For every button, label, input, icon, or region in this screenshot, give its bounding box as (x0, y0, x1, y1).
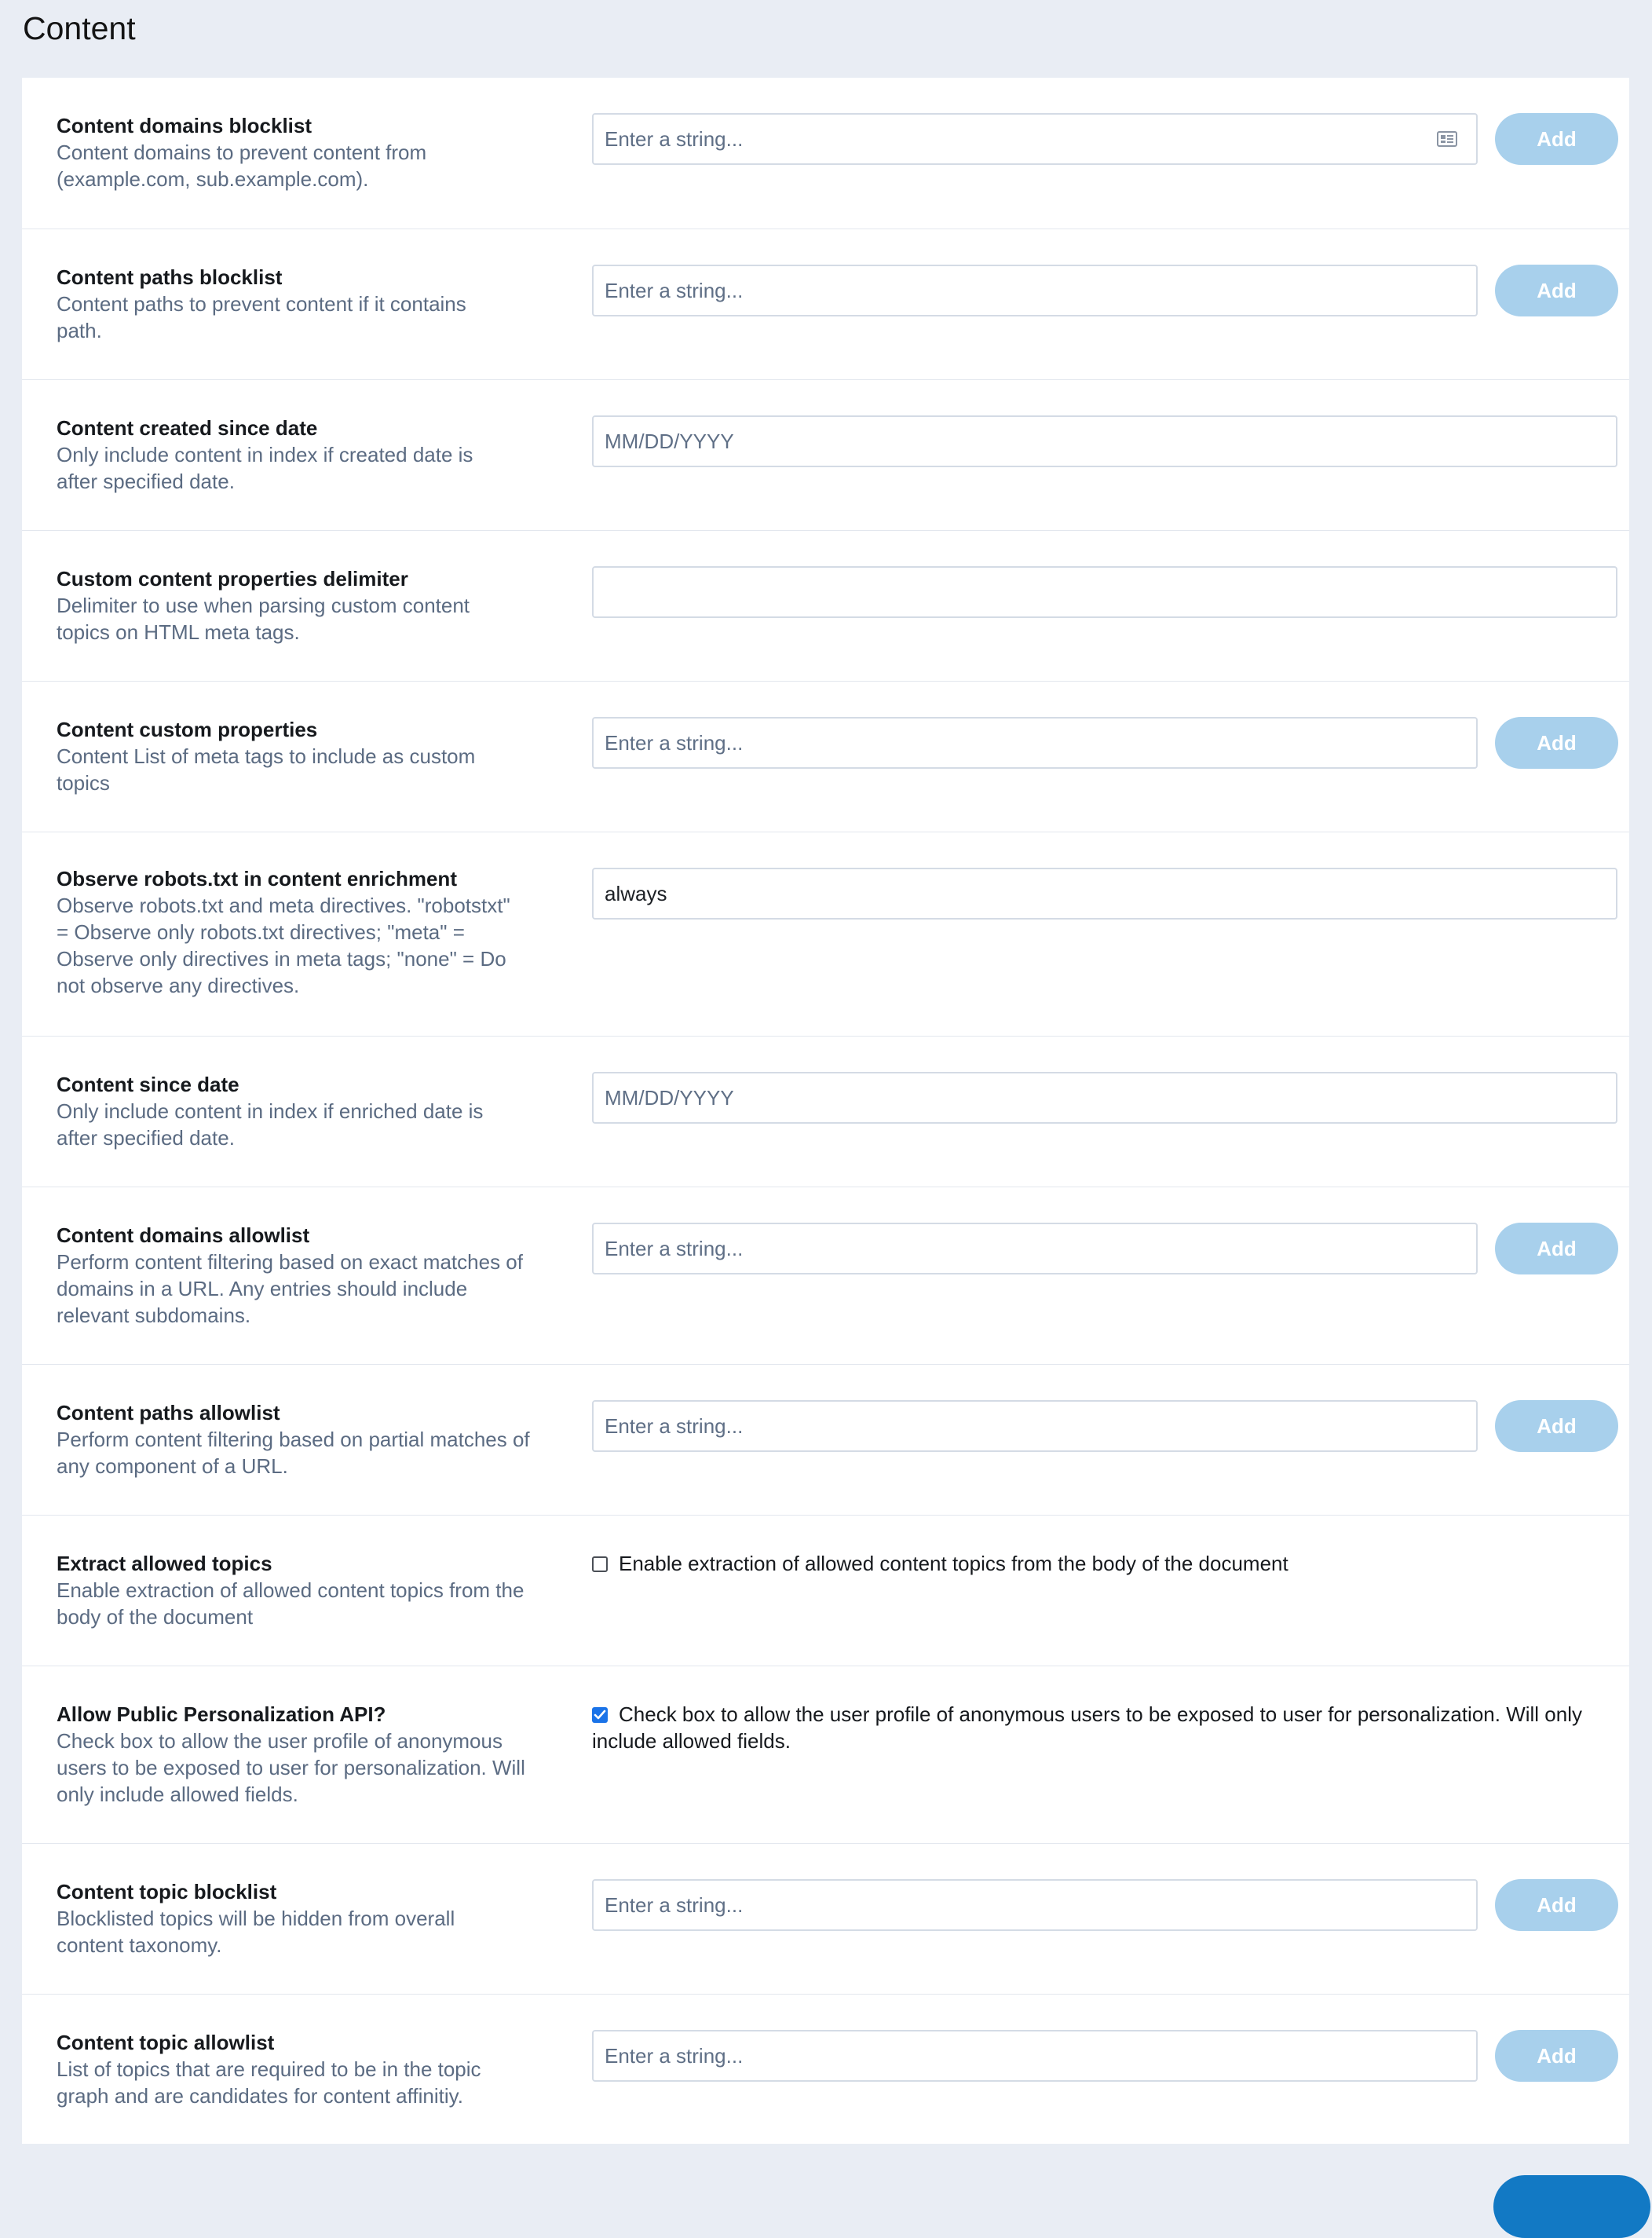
setting-title: Content created since date (57, 416, 318, 440)
content-created-since-date-input[interactable] (592, 415, 1617, 467)
setting-content-paths-blocklist (22, 229, 1629, 380)
add-button[interactable]: Add (1495, 2030, 1618, 2082)
setting-title: Content custom properties (57, 718, 318, 741)
page-title: Content (23, 10, 136, 46)
setting-title: Content domains allowlist (57, 1223, 310, 1247)
setting-content-domains-allowlist (22, 1187, 1629, 1365)
setting-description: Only include content in index if enriched date is after specified date. (57, 1099, 484, 1150)
setting-description: Observe robots.txt and meta directives. "robotstxt" = Observe only robots.txt directives; "meta" = Observe only directives in meta tags; "none" = Do not observe any directives. (57, 894, 510, 997)
setting-allow-public-personalization-api (22, 1666, 1629, 1844)
extract-allowed-topics-option[interactable] (592, 1550, 1597, 1577)
setting-title: Content domains blocklist (57, 114, 312, 137)
contact-card-icon[interactable] (1437, 131, 1457, 147)
setting-title: Content paths allowlist (57, 1401, 280, 1424)
setting-observe-robots-txt (22, 832, 1629, 1037)
setting-title: Custom content properties delimiter (57, 567, 408, 591)
checkbox-label: Check box to allow the user profile of anonymous users to be exposed to user for personalization. Will only include allowed fields. (592, 1702, 1582, 1753)
add-button[interactable]: Add (1495, 717, 1618, 769)
add-button[interactable]: Add (1495, 1400, 1618, 1452)
setting-description: Only include content in index if created date is after specified date. (57, 443, 473, 493)
add-button[interactable]: Add (1495, 1879, 1618, 1931)
content-topic-blocklist-input[interactable] (592, 1879, 1478, 1931)
setting-title: Observe robots.txt in content enrichment (57, 867, 457, 890)
setting-description: Blocklisted topics will be hidden from overall content taxonomy. (57, 1907, 455, 1957)
add-button[interactable]: Add (1495, 265, 1618, 316)
content-paths-blocklist-input[interactable] (592, 265, 1478, 316)
observe-robots-txt-input[interactable] (592, 868, 1617, 920)
setting-title: Content topic blocklist (57, 1880, 277, 1903)
setting-content-topic-allowlist (22, 1995, 1629, 2144)
setting-extract-allowed-topics (22, 1516, 1629, 1666)
setting-title: Extract allowed topics (57, 1552, 272, 1575)
setting-description: Perform content filtering based on exact matches of domains in a URL. Any entries should include relevant subdomains. (57, 1250, 523, 1327)
setting-content-topic-blocklist (22, 1844, 1629, 1995)
setting-title: Content paths blocklist (57, 265, 283, 289)
content-domains-allowlist-input[interactable] (592, 1223, 1478, 1274)
save-button[interactable] (1493, 2175, 1650, 2238)
setting-description: Content paths to prevent content if it contains path. (57, 292, 466, 342)
allow-public-personalization-checkbox[interactable] (592, 1707, 608, 1723)
setting-description: Perform content filtering based on partial matches of any component of a URL. (57, 1428, 530, 1478)
setting-description: Check box to allow the user profile of anonymous users to be exposed to user for personalization. Will only include allowed fields. (57, 1729, 525, 1806)
content-topic-allowlist-input[interactable] (592, 2030, 1478, 2082)
setting-title: Allow Public Personalization API? (57, 1702, 386, 1726)
setting-content-since-date (22, 1037, 1629, 1187)
checkbox-label: Enable extraction of allowed content topics from the body of the document (619, 1552, 1288, 1575)
setting-content-created-since-date (22, 380, 1629, 531)
setting-title: Content since date (57, 1073, 239, 1096)
custom-content-properties-delimiter-input[interactable] (592, 566, 1617, 618)
setting-content-custom-properties (22, 682, 1629, 832)
setting-custom-content-properties-delimiter (22, 531, 1629, 682)
setting-description: Content domains to prevent content from (example.com, sub.example.com). (57, 141, 427, 191)
settings-panel (22, 78, 1629, 2144)
checkmark-icon (594, 1710, 606, 1721)
content-paths-allowlist-input[interactable] (592, 1400, 1478, 1452)
allow-public-personalization-option[interactable] (592, 1701, 1597, 1754)
setting-description: Enable extraction of allowed content topics from the body of the document (57, 1578, 524, 1629)
setting-title: Content topic allowlist (57, 2031, 275, 2054)
content-since-date-input[interactable] (592, 1072, 1617, 1124)
setting-description: List of topics that are required to be in the topic graph and are candidates for content affinitiy. (57, 2057, 481, 2108)
setting-description: Content List of meta tags to include as custom topics (57, 744, 476, 795)
content-domains-blocklist-input[interactable] (592, 113, 1478, 165)
setting-content-domains-blocklist (22, 78, 1629, 229)
setting-description: Delimiter to use when parsing custom content topics on HTML meta tags. (57, 594, 470, 644)
setting-content-paths-allowlist (22, 1365, 1629, 1516)
extract-allowed-topics-checkbox[interactable] (592, 1556, 608, 1572)
add-button[interactable]: Add (1495, 1223, 1618, 1274)
content-custom-properties-input[interactable] (592, 717, 1478, 769)
add-button[interactable]: Add (1495, 113, 1618, 165)
